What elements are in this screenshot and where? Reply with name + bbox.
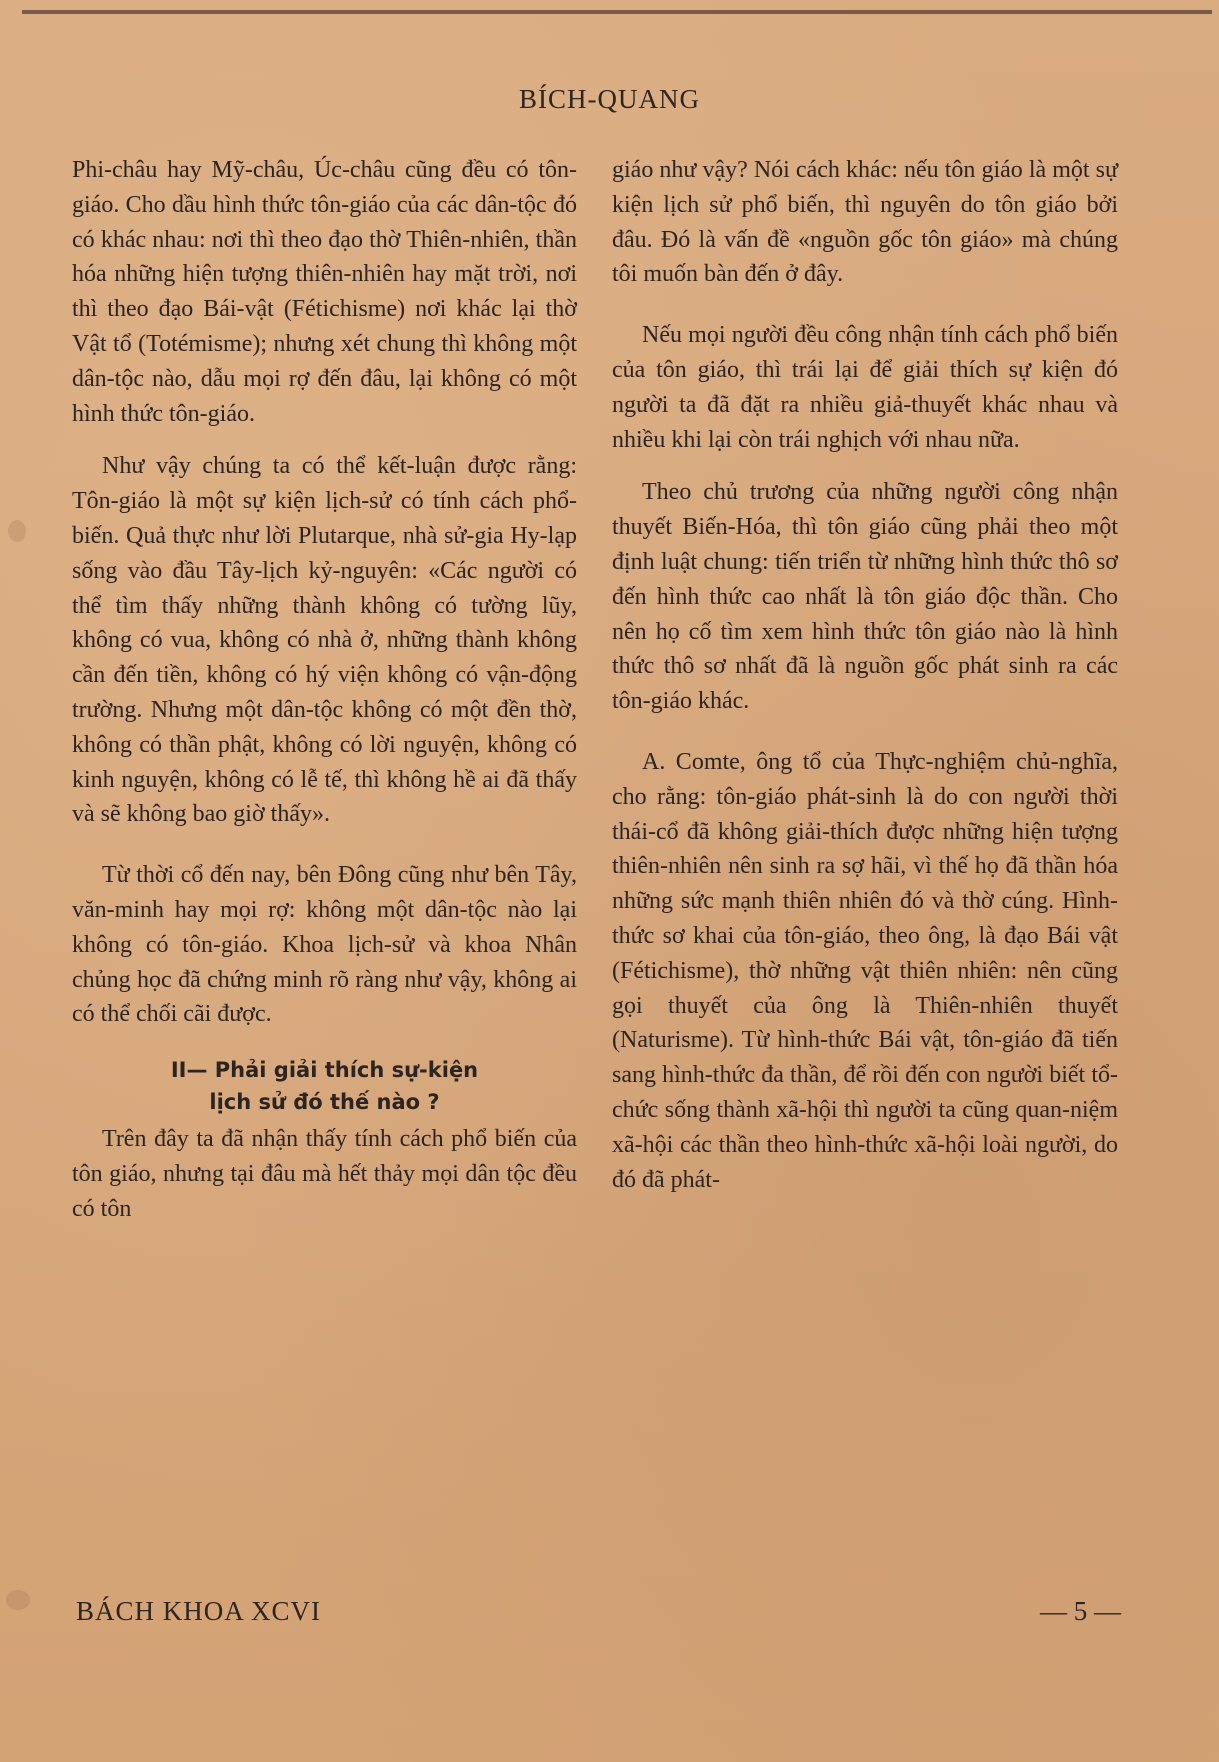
journal-issue: BÁCH KHOA XCVI	[76, 1596, 322, 1626]
paragraph: Trên đây ta đã nhận thấy tính cách phổ biến của tôn giáo, nhưng tại đâu mà hết thảy mọi dân tộc đều có tôn	[72, 1126, 577, 1222]
running-title: BÍCH-QUANG	[519, 84, 700, 114]
paragraph: giáo như vậy? Nói cách khác: nếu tôn giáo là một sự kiện lịch sử phổ biến, thì nguyên do tôn giáo bởi đâu. Đó là vấn đề «nguồn gốc tôn giáo» mà chúng tôi muốn bàn đến ở đây.	[612, 157, 1118, 288]
section-heading	[72, 1054, 577, 1118]
paper-stain	[6, 1590, 30, 1610]
paragraph: A. Comte, ông tổ của Thực-nghiệm chủ-nghĩa, cho rằng: tôn-giáo phát-sinh là do con người thời thái-cổ đã không giải-thích được những hiện tượng thiên-nhiên nên sinh ra sợ hãi, vì thế họ đã thần hóa những sức mạnh thiên nhiên đó và thờ cúng. Hình-thức sơ khai của tôn-giáo, theo ông, là đạo Bái vật (Fétichisme), thờ những vật thiên nhiên: nên cũng gọi thuyết của ông là Thiên-nhiên thuyết (Naturisme). Từ hình-thức Bái vật, tôn-giáo đã tiến sang hình-thức đa thần, để rồi đến con người biết tổ-chức sống thành xã-hội thì người ta cũng quan-niệm xã-hội các thần theo hình-thức xã-hội loài người, do đó đã phát-	[612, 748, 1118, 1193]
paper-stain	[8, 520, 26, 542]
paragraph: Từ thời cổ đến nay, bên Đông cũng như bên Tây, văn-minh hay mọi rợ: không một dân-tộc nào lại không có tôn-giáo. Khoa lịch-sử và khoa Nhân chủng học đã chứng minh rõ ràng như vậy, không ai có thể chối cãi được.	[72, 862, 577, 1028]
paragraph: Như vậy chúng ta có thể kết-luận được rằng: Tôn-giáo là một sự kiện lịch-sử có tính cách phổ-biến. Quả thực như lời Plutarque, nhà sử-gia Hy-lạp sống vào đầu Tây-lịch kỷ-nguyên: «Các người có thể tìm thấy những thành không có tường lũy, không có vua, không có nhà ở, những thành không cần đến tiền, không có hý viện không có vận-động trường. Nhưng một dân-tộc không có một đền thờ, không có thần phật, không có lời nguyện, không có kinh nguyện, không có lễ tế, thì không hề ai đã thấy và sẽ không bao giờ thấy».	[72, 453, 577, 828]
right-column	[612, 153, 1118, 1197]
paragraph: Nếu mọi người đều công nhận tính cách phổ biến của tôn giáo, thì trái lại để giải thích sự kiện đó người ta đã đặt ra nhiều giả-thuyết khác nhau và nhiều khi lại còn trái nghịch với nhau nữa.	[612, 322, 1118, 453]
page-top-edge	[22, 10, 1212, 24]
section-heading-line: lịch sử đó thế nào ?	[209, 1090, 440, 1115]
paragraph: Phi-châu hay Mỹ-châu, Úc-châu cũng đều có tôn-giáo. Cho dầu hình thức tôn-giáo của các dân-tộc đó có khác nhau: nơi thì theo đạo thờ Thiên-nhiên, thần hóa những hiện tượng thiên-nhiên hay mặt trời, nơi thì theo đạo Bái-vật (Fétichisme) nơi khác lại thờ Vật tổ (Totémisme); nhưng xét chung thì không một dân-tộc nào, dẫu mọi rợ đến đâu, lại không có một hình thức tôn-giáo.	[72, 157, 577, 427]
page-number: — 5 —	[1040, 1596, 1121, 1626]
left-column	[72, 153, 577, 1227]
paragraph: Theo chủ trương của những người công nhận thuyết Biến-Hóa, thì tôn giáo cũng phải theo một định luật chung: tiến triển từ những hình thức thô sơ đến hình thức cao nhất là tôn giáo độc thần. Cho nên họ cố tìm xem hình thức tôn giáo nào là hình thức thô sơ nhất đã là nguồn gốc phát sinh ra các tôn-giáo khác.	[612, 479, 1118, 715]
section-heading-line: II— Phải giải thích sự-kiện	[170, 1058, 479, 1083]
